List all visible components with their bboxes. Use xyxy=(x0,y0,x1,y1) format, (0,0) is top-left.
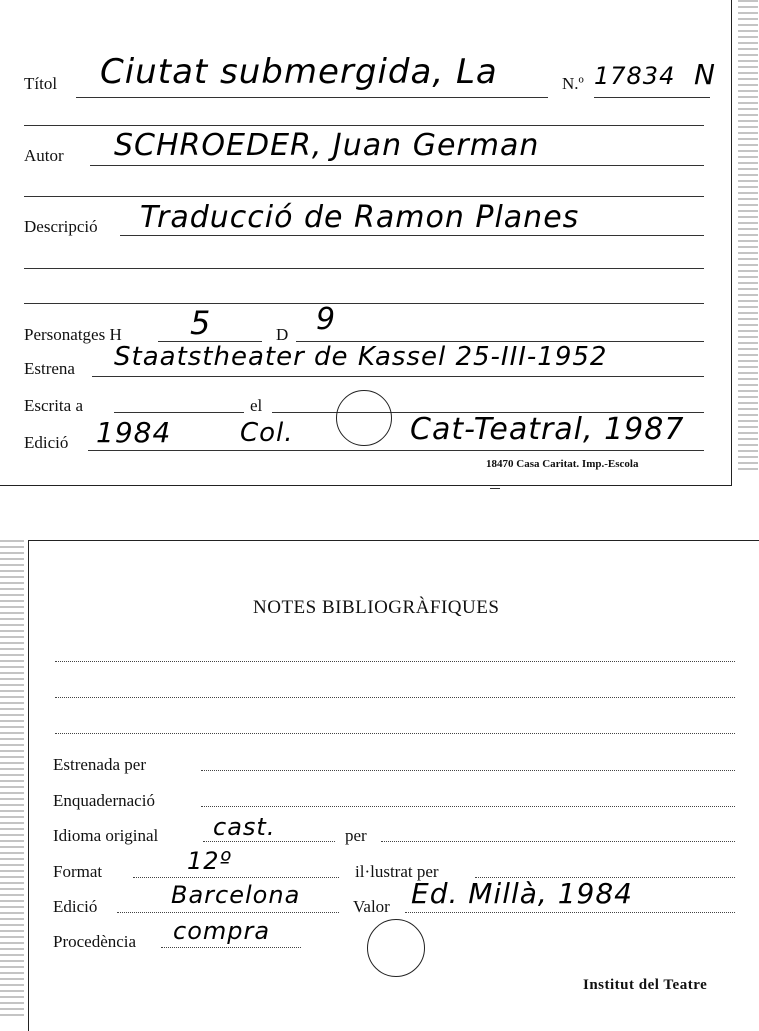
autor-label: Autor xyxy=(24,146,64,165)
catalog-card-back xyxy=(28,540,759,1031)
titol-label: Títol xyxy=(24,74,58,93)
valor-line xyxy=(405,912,735,913)
autor-line xyxy=(90,165,704,166)
printer-imprint: 18470 Casa Caritat. Imp.-Escola xyxy=(486,458,639,470)
escrita-line xyxy=(114,412,244,413)
blank-line xyxy=(24,125,704,126)
enquadernacio-line xyxy=(201,806,735,807)
estrena-label: Estrena xyxy=(24,359,75,378)
format-line xyxy=(133,877,339,878)
numero-label: N.º xyxy=(562,74,584,93)
estrenada-line xyxy=(201,770,735,771)
idioma-value: cast. xyxy=(213,813,276,841)
illustrat-label: il·lustrat per xyxy=(355,862,439,881)
titol-value: Ciutat submergida, La xyxy=(100,52,498,92)
personatges-h-value: 5 xyxy=(190,304,212,342)
blank-line xyxy=(24,303,704,304)
format-label: Format xyxy=(53,862,103,881)
edicio-label: Edició xyxy=(24,433,69,452)
blank-line xyxy=(24,268,704,269)
institution-name: Institut del Teatre xyxy=(583,977,708,993)
scan-edge-noise xyxy=(0,540,24,1020)
blank-line xyxy=(24,196,704,197)
catalog-card-front xyxy=(0,0,732,486)
titol-line xyxy=(76,97,548,98)
descripcio-label: Descripció xyxy=(24,217,98,236)
estrena-line xyxy=(92,376,704,377)
valor-value: Ed. Millà, 1984 xyxy=(411,877,633,910)
personatges-label: Personatges H xyxy=(24,325,122,344)
edicio-line xyxy=(88,450,704,451)
escrita-label: Escrita a xyxy=(24,396,83,415)
back-edicio-value: Barcelona xyxy=(171,881,301,909)
notes-line xyxy=(55,733,735,734)
format-value: 12º xyxy=(187,847,232,875)
numero-line xyxy=(594,97,710,98)
procedencia-value: compra xyxy=(173,917,271,945)
stamp-circle xyxy=(367,919,425,977)
back-edicio-line xyxy=(117,912,339,913)
per-line xyxy=(381,841,735,842)
stamp-circle xyxy=(336,390,392,446)
numero-value: 17834 xyxy=(594,62,676,90)
procedencia-label: Procedència xyxy=(53,932,137,951)
col-value: Col. xyxy=(240,418,294,448)
personatges-d-value: 9 xyxy=(316,302,337,337)
notes-line xyxy=(55,661,735,662)
edicio-value: 1984 xyxy=(96,416,172,449)
valor-label: Valor xyxy=(353,897,390,916)
per-label: per xyxy=(345,826,367,845)
idioma-label: Idioma original xyxy=(53,826,159,845)
scan-mark xyxy=(490,488,500,489)
autor-value: SCHROEDER, Juan German xyxy=(114,128,540,163)
procedencia-line xyxy=(161,947,301,948)
notes-title: NOTES BIBLIOGRÀFIQUES xyxy=(253,597,500,618)
descripcio-line xyxy=(120,235,704,236)
enquadernacio-label: Enquadernació xyxy=(53,791,155,810)
el-label: el xyxy=(250,396,263,415)
scan-edge-noise xyxy=(738,0,758,470)
back-edicio-label: Edició xyxy=(53,897,98,916)
descripcio-value: Traducció de Ramon Planes xyxy=(140,200,580,235)
coleccio-value: Cat-Teatral, 1987 xyxy=(410,412,685,447)
personatges-d-label: D xyxy=(276,325,289,344)
idioma-line xyxy=(203,841,335,842)
notes-line xyxy=(55,697,735,698)
estrenada-label: Estrenada per xyxy=(53,755,146,774)
numero-suffix: N xyxy=(694,58,716,91)
estrena-value: Staatstheater de Kassel 25-III-1952 xyxy=(114,342,608,372)
